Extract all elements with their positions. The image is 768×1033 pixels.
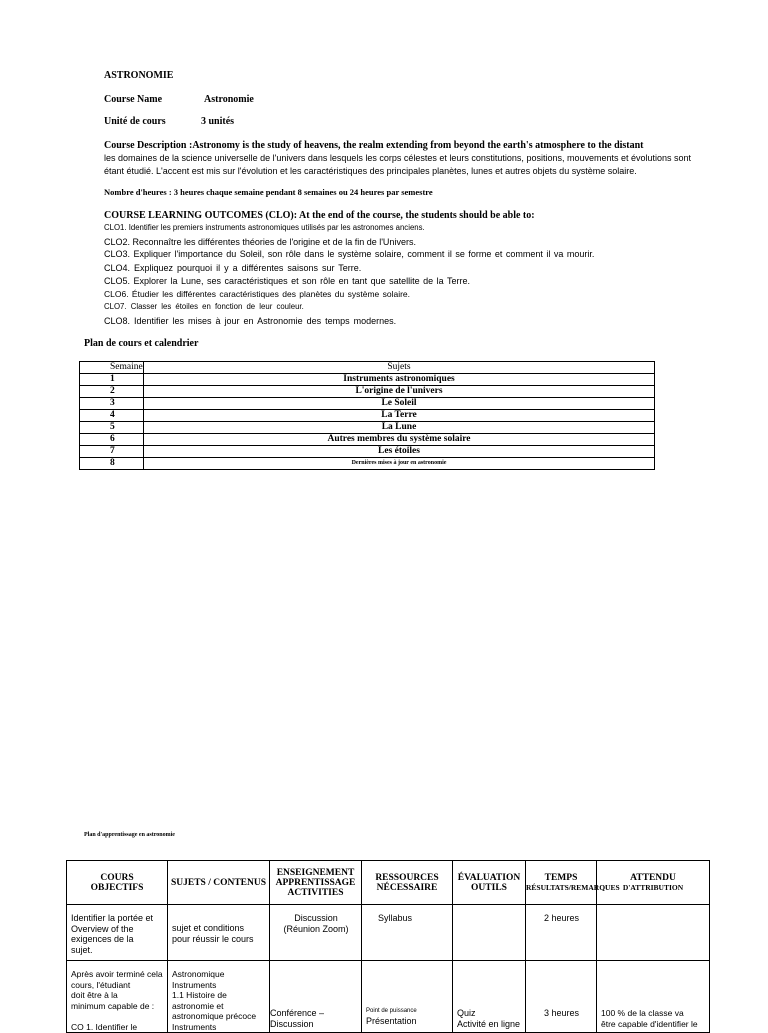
plan-cell-topics: Astronomique Instruments 1.1 Histoire de astronomie et astronomique précoce Instruments: [172, 969, 257, 1032]
document-title: ASTRONOMIE: [104, 70, 174, 81]
description-line-1: Course Description :Astronomy is the study of heavens, the realm extending from beyond the earth's atmosphere to the distant: [104, 140, 644, 151]
plan-header-expected-top: ATTENDU: [630, 872, 676, 883]
schedule-week: 1: [80, 374, 144, 386]
course-name-value: Astronomie: [204, 94, 254, 105]
schedule-topic: Le Soleil: [144, 398, 655, 410]
schedule-week: 6: [80, 434, 144, 446]
schedule-topic: Les étoiles: [144, 446, 655, 458]
course-name-label: Course Name: [104, 94, 163, 105]
schedule-header-row: [80, 362, 655, 374]
schedule-topic: Autres membres du système solaire: [144, 434, 655, 446]
plan-header-time-top: TEMPS: [544, 872, 578, 883]
clo-item: CLO4. Expliquez pourquoi il y a différentes saisons sur Terre.: [104, 263, 362, 273]
schedule-topic: L'origine de l'univers: [144, 386, 655, 398]
clo-item: CLO7. Classer les étoiles en fonction de leur couleur.: [104, 302, 304, 311]
plan-cell-time: 2 heures: [543, 913, 580, 923]
table-row: [80, 434, 655, 446]
table-row: [80, 410, 655, 422]
plan-header-objectives: COURS OBJECTIFS: [67, 861, 168, 905]
description-line-3: étant étudié. L'accent est mis sur l'évolution et les caractéristiques des principales planètes, lunes et autres objets du système solaire.: [104, 166, 637, 176]
plan-cell-topics: sujet et conditions pour réussir le cours: [172, 923, 254, 944]
clo-item: CLO5. Explorer la Lune, ses caractéristiques et son rôle en tant que satellite de la Terre.: [104, 276, 471, 286]
table-row: [67, 961, 710, 1033]
schedule-topic: Dernières mises à jour en astronomie: [144, 458, 655, 470]
plan-header-resources: RESSOURCES NÉCESSAIRE: [362, 861, 453, 905]
plan-cell-time: 3 heures: [543, 1008, 580, 1018]
table-row: [67, 905, 710, 961]
clo-heading: COURSE LEARNING OUTCOMES (CLO): At the end of the course, the students should be able to:: [104, 210, 535, 221]
plan-cell-evaluation: [453, 905, 525, 913]
table-row: [80, 458, 655, 470]
clo-item: CLO1. Identifier les premiers instruments astronomiques utilisés par les astronomes anciens.: [104, 223, 425, 232]
plan-cell-activities: Discussion (Réunion Zoom): [283, 913, 349, 934]
schedule-week: 3: [80, 398, 144, 410]
schedule-title: Plan de cours et calendrier: [84, 338, 199, 349]
table-row: [80, 398, 655, 410]
hours-text: Nombre d'heures : 3 heures chaque semaine pendant 8 semaines ou 24 heures par semestre: [104, 187, 433, 197]
table-row: [80, 422, 655, 434]
table-row: [80, 446, 655, 458]
plan-header-activities: ENSEIGNEMENT APPRENTISSAGE ACTIVITIES: [270, 861, 362, 905]
plan-header-evaluation: ÉVALUATION OUTILS: [453, 861, 526, 905]
plan-cell-objectives: Après avoir terminé cela cours, l'étudiant doit être à la minimum capable de : CO 1. Identifier le: [71, 969, 163, 1032]
table-row: [80, 386, 655, 398]
plan-cell-expected: 100 % de la classe va être capable d'identifier le: [601, 1008, 698, 1029]
plan-cell-activities: Conférence – Discussion: [270, 1008, 325, 1029]
schedule-topic: Instruments astronomiques: [144, 374, 655, 386]
schedule-week: 8: [80, 458, 144, 470]
plan-header-time: [526, 861, 620, 905]
plan-header-row: [67, 861, 710, 905]
schedule-header-topics: Sujets: [144, 362, 655, 374]
plan-title: Plan d'apprentissage en astronomie: [84, 832, 175, 838]
plan-header-topics: SUJETS / CONTENUS: [168, 861, 270, 905]
schedule-week: 2: [80, 386, 144, 398]
schedule-table: [79, 361, 655, 470]
description-line-2: les domaines de la science universelle de l'univers dans lesquels les corps célestes et leurs constitutions, positions, mouvements et évolutions sont: [104, 153, 692, 163]
plan-cell-expected: [597, 905, 709, 913]
clo-item: CLO8. Identifier les mises à jour en Astronomie des temps modernes.: [104, 316, 397, 326]
clo-item: CLO2. Reconnaître les différentes théories de l'origine et de la fin de l'Univers.: [104, 237, 416, 247]
plan-header-time-bottom: RÉSULTATS/REMARQUES: [526, 882, 620, 892]
schedule-header-week: Semaine: [80, 362, 144, 374]
units-label: Unité de cours: [104, 116, 166, 127]
learning-plan-table: [66, 860, 710, 1033]
plan-cell-objectives: Identifier la portée et Overview of the exigences de la sujet.: [71, 913, 154, 955]
clo-item: CLO3. Expliquer l'importance du Soleil, son rôle dans le système solaire, comment il se forme et comment il va mourir.: [104, 249, 595, 259]
schedule-week: 5: [80, 422, 144, 434]
schedule-topic: La Terre: [144, 410, 655, 422]
units-value: 3 unités: [201, 116, 235, 127]
plan-cell-resources: Syllabus: [378, 913, 413, 923]
schedule-topic: La Lune: [144, 422, 655, 434]
schedule-week: 4: [80, 410, 144, 422]
plan-header-expected-bottom: D'ATTRIBUTION: [622, 882, 684, 892]
schedule-week: 7: [80, 446, 144, 458]
table-row: [80, 374, 655, 386]
plan-cell-resources: Présentation: [366, 1016, 417, 1026]
plan-cell-evaluation: Quiz Activité en ligne: [457, 1008, 521, 1029]
plan-cell-resources-small: Point de puissance: [366, 1008, 417, 1014]
clo-item: CLO6. Étudier les différentes caractéristiques des planètes du système solaire.: [104, 289, 411, 299]
